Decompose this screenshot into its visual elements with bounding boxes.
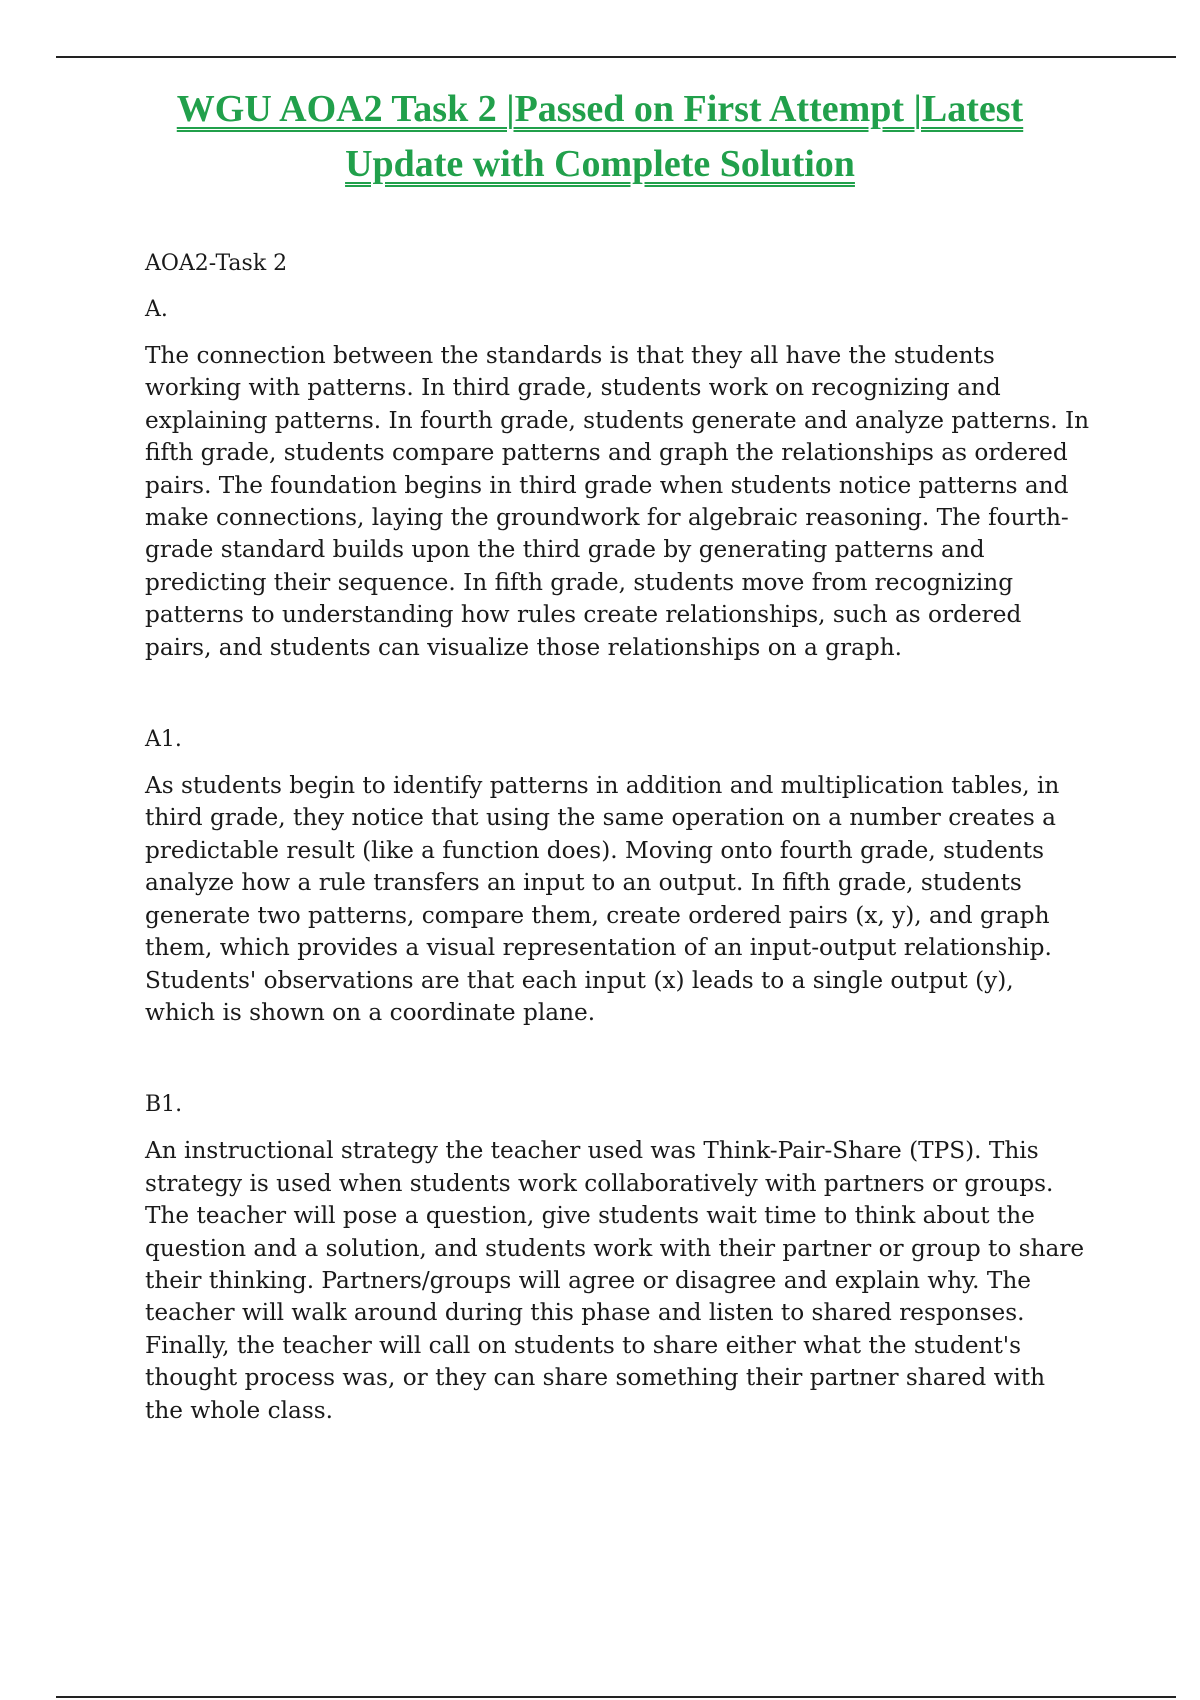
- section-b1-label: B1.: [145, 1092, 183, 1118]
- top-rule: [56, 56, 1176, 58]
- section-a-label: A.: [145, 297, 168, 322]
- section-a1-paragraph: As students begin to identify patterns in addition and multiplication tables, in third grade, they notice that using the same operation on a number creates a predictable result (like a function does). Moving onto fourth grade, students analyze how a rule transfers an input to an output. In fifth grade, students generate two patterns, compare them, create ordered pairs (x, y), and graph them, which provides a visual representation of an input-output relationship. Students' observations are that each input (x) leads to a single output (y), which is shown on a coordinate plane.: [145, 772, 1060, 1026]
- document-body: [145, 248, 1090, 1427]
- document-label: AOA2-Task 2: [145, 251, 288, 276]
- document-title: WGU AOA2 Task 2 |Passed on First Attempt |Latest Update with Complete Solution: [176, 88, 1024, 185]
- section-a1-label: A1.: [145, 727, 182, 753]
- section-b1-paragraph: An instructional strategy the teacher used was Think-Pair-Share (TPS). This strategy is used when students work collaboratively with partners or groups. The teacher will pose a question, give students wait time to think about the question and a solution, and students work with their partner or group to share their thinking. Partners/groups will agree or disagree and explain why. The teacher will walk around during this phase and listen to shared responses. Finally, the teacher will call on students to share either what the student's thought process was, or they can share something their partner shared with the whole class.: [145, 1137, 1085, 1424]
- bottom-rule: [56, 1696, 1176, 1698]
- section-a-paragraph: The connection between the standards is that they all have the students working with patterns. In third grade, students work on recognizing and explaining patterns. In fourth grade, students generate and analyze patterns. In fifth grade, students compare patterns and graph the relationships as ordered pairs. The foundation begins in third grade when students notice patterns and make connections, laying the groundwork for algebraic reasoning. The fourth-grade standard builds upon the third grade by generating patterns and predicting their sequence. In fifth grade, students move from recognizing patterns to understanding how rules create relationships, such as ordered pairs, and students can visualize those relationships on a graph.: [145, 342, 1090, 661]
